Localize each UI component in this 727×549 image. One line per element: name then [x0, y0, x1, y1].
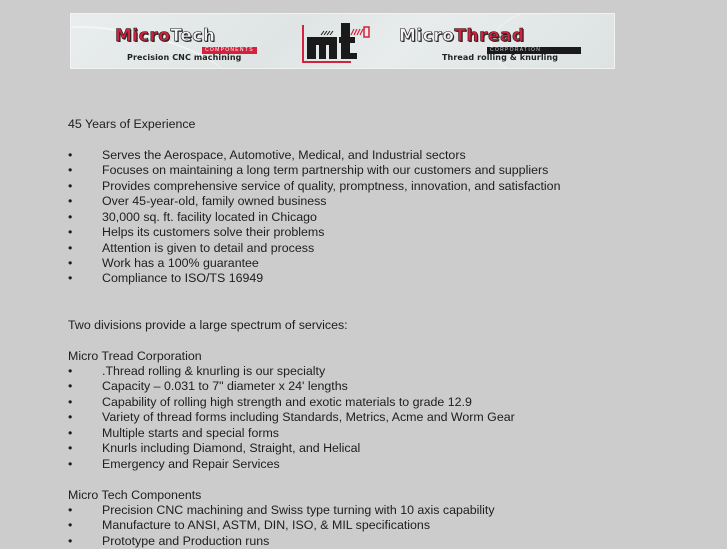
intro-list — [68, 148, 708, 287]
header-banner — [70, 13, 615, 69]
list-item: • Helps its customers solve their problems — [68, 225, 325, 240]
wordmark-part2: Thread — [454, 26, 525, 46]
bullet-icon: • — [68, 364, 73, 378]
bullet-icon: • — [68, 456, 73, 471]
divisions-heading: Two divisions provide a large spectrum of services: — [68, 317, 348, 332]
bullet-icon: • — [68, 178, 73, 193]
micro-thread-list — [68, 364, 708, 472]
list-item: • Emergency and Repair Services — [68, 456, 280, 471]
bullet-icon: • — [68, 163, 73, 178]
list-item: • Variety of thread forms including Standards, Metrics, Acme and Worm Gear — [68, 410, 515, 425]
list-item: • Precision CNC machining and Swiss type turning with 10 axis capability — [68, 502, 495, 517]
list-item: • 30,000 sq. ft. facility located in Chicago — [68, 209, 317, 224]
list-item: • Attention is given to detail and process — [68, 240, 315, 255]
intro-heading: 45 Years of Experience — [68, 117, 196, 131]
bullet-icon: • — [68, 394, 73, 409]
microthread-sub-label: CORPORATION — [487, 47, 581, 54]
list-item: • Serves the Aerospace, Automotive, Medical, and Industrial sectors — [68, 147, 466, 162]
wordmark-part1: Micro — [115, 26, 171, 46]
list-item: • Over 45-year-old, family owned business — [68, 194, 327, 209]
micro-tech-list — [68, 503, 708, 549]
mt-logo-icon — [301, 19, 373, 63]
bullet-icon: • — [68, 240, 73, 255]
microthread-tagline: Thread rolling & knurling — [442, 53, 559, 62]
page-content — [68, 117, 708, 549]
list-item: • Work has a 100% guarantee — [68, 255, 259, 270]
bullet-icon: • — [68, 225, 73, 240]
bullet-icon: • — [68, 410, 73, 425]
list-item: • Provides comprehensive service of quality, promptness, innovation, and satisfaction — [68, 178, 561, 193]
micro-thread-heading: Micro Tread Corporation — [68, 348, 202, 363]
bullet-icon: • — [68, 502, 73, 517]
bullet-icon: • — [68, 209, 73, 224]
list-item: • Capability of rolling high strength and exotic materials to grade 12.9 — [68, 394, 472, 409]
bullet-icon: • — [68, 255, 73, 270]
bullet-icon: • — [68, 147, 73, 162]
bullet-icon: • — [68, 441, 73, 456]
micro-tech-heading: Micro Tech Components — [68, 487, 202, 502]
list-item: • Compliance to ISO/TS 16949 — [68, 271, 264, 286]
list-item: • Capacity – 0.031 to 7" diameter x 24' lengths — [68, 379, 348, 394]
list-item: • Focuses on maintaining a long term partnership with our customers and suppliers — [68, 163, 549, 178]
list-item: • Multiple starts and special forms — [68, 425, 279, 440]
bullet-icon: • — [68, 425, 73, 440]
list-item: • Knurls including Diamond, Straight, and Helical — [68, 441, 361, 456]
microtech-tagline: Precision CNC machining — [127, 53, 242, 62]
microthread-wordmark — [399, 27, 525, 45]
microtech-wordmark — [115, 27, 215, 45]
wordmark-part1: Micro — [399, 26, 455, 46]
bullet-icon: • — [68, 533, 73, 548]
bullet-icon: • — [68, 194, 73, 209]
list-item: • .Thread rolling & knurling is our specialty — [68, 364, 326, 378]
list-item: • Manufacture to ANSI, ASTM, DIN, ISO, & MIL specifications — [68, 518, 431, 533]
bullet-icon: • — [68, 271, 73, 286]
microthread-brand — [399, 23, 589, 63]
bullet-icon: • — [68, 379, 73, 394]
microtech-sub-label: COMPONENTS — [202, 47, 257, 54]
bullet-icon: • — [68, 518, 73, 533]
list-item: • Prototype and Production runs — [68, 533, 270, 548]
wordmark-part2: Tech — [170, 26, 216, 46]
microtech-brand — [115, 23, 270, 63]
